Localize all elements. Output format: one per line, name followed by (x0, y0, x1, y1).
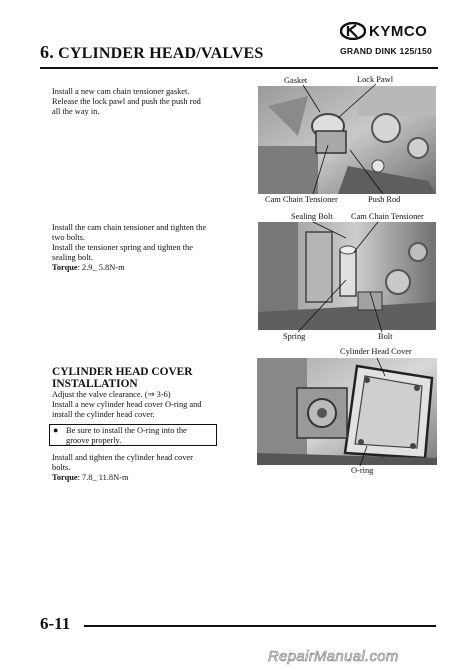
label-sealing-bolt: Sealing Bolt (291, 212, 333, 221)
torque-value: : 2.9_ 5.8N-m (77, 263, 125, 272)
section-instructions (52, 390, 237, 420)
section-title (52, 366, 242, 390)
chapter-title: CYLINDER HEAD/VALVES (58, 45, 264, 62)
kymco-logo (340, 22, 440, 42)
note-line2: groove properly. (66, 436, 122, 445)
watermark: RepairManual.com (268, 648, 399, 665)
chapter-number: 6. (40, 42, 54, 62)
section-line: install the cylinder head cover. (52, 410, 155, 419)
label-cylinder-head-cover: Cylinder Head Cover (340, 347, 412, 356)
torque-label: Torque (52, 263, 78, 272)
label-lock-pawl: Lock Pawl (357, 75, 394, 84)
step1-instructions (52, 87, 237, 117)
section-line: Adjust the valve clearance. (⇒ 3-6) (52, 390, 171, 399)
section-line: Install a new cylinder head cover O-ring and (52, 400, 202, 409)
step2-line: sealing bolt. (52, 253, 93, 262)
step2-line: Install the tensioner spring and tighten the (52, 243, 193, 252)
label-push-rod: Push Rod (368, 195, 401, 204)
page-number: 6-11 (40, 614, 71, 633)
step2-line: Install the cam chain tensioner and tighten the (52, 223, 207, 232)
step2-torque (52, 263, 237, 273)
brand-name: KYMCO (369, 23, 428, 40)
footer-rule (84, 625, 436, 627)
label-bolt: Bolt (378, 332, 393, 341)
label-cam-chain-tensioner: Cam Chain Tensioner (265, 195, 338, 204)
model-name: GRAND DINK 125/150 (340, 46, 432, 56)
step2-line: two bolts. (52, 233, 86, 242)
section-title-line1: CYLINDER HEAD COVER (52, 366, 193, 378)
chapter-heading (40, 42, 264, 63)
kymco-logo-icon (340, 22, 366, 40)
section-torque (52, 473, 237, 483)
note-line1: Be sure to install the O-ring into the (66, 426, 187, 435)
label-cam-chain-tensioner-2: Cam Chain Tensioner (351, 212, 424, 221)
step1-line: Install a new cam chain tensioner gasket. (52, 87, 190, 96)
torque-label-2: Torque (52, 473, 78, 482)
header-rule (40, 67, 438, 69)
photo2-leader-lines (258, 210, 438, 340)
section-after-line: bolts. (52, 463, 71, 472)
section-title-line2: INSTALLATION (52, 378, 138, 390)
section-after-instructions (52, 453, 237, 483)
step2-instructions (52, 223, 237, 273)
note-box (49, 424, 217, 446)
label-spring: Spring (283, 332, 306, 341)
torque-value-2: : 7.8_ 11.8N-m (77, 473, 129, 482)
step1-line: Release the lock pawl and push the push rod (52, 97, 201, 106)
section-after-line: Install and tighten the cylinder head cover (52, 453, 193, 462)
label-gasket: Gasket (284, 76, 308, 85)
note-bullet-icon: ● (53, 425, 59, 435)
label-o-ring: O-ring (351, 466, 374, 475)
photo3-leader-lines (257, 350, 437, 475)
photo1-leader-lines (258, 70, 438, 210)
step1-line: all the way in. (52, 107, 100, 116)
